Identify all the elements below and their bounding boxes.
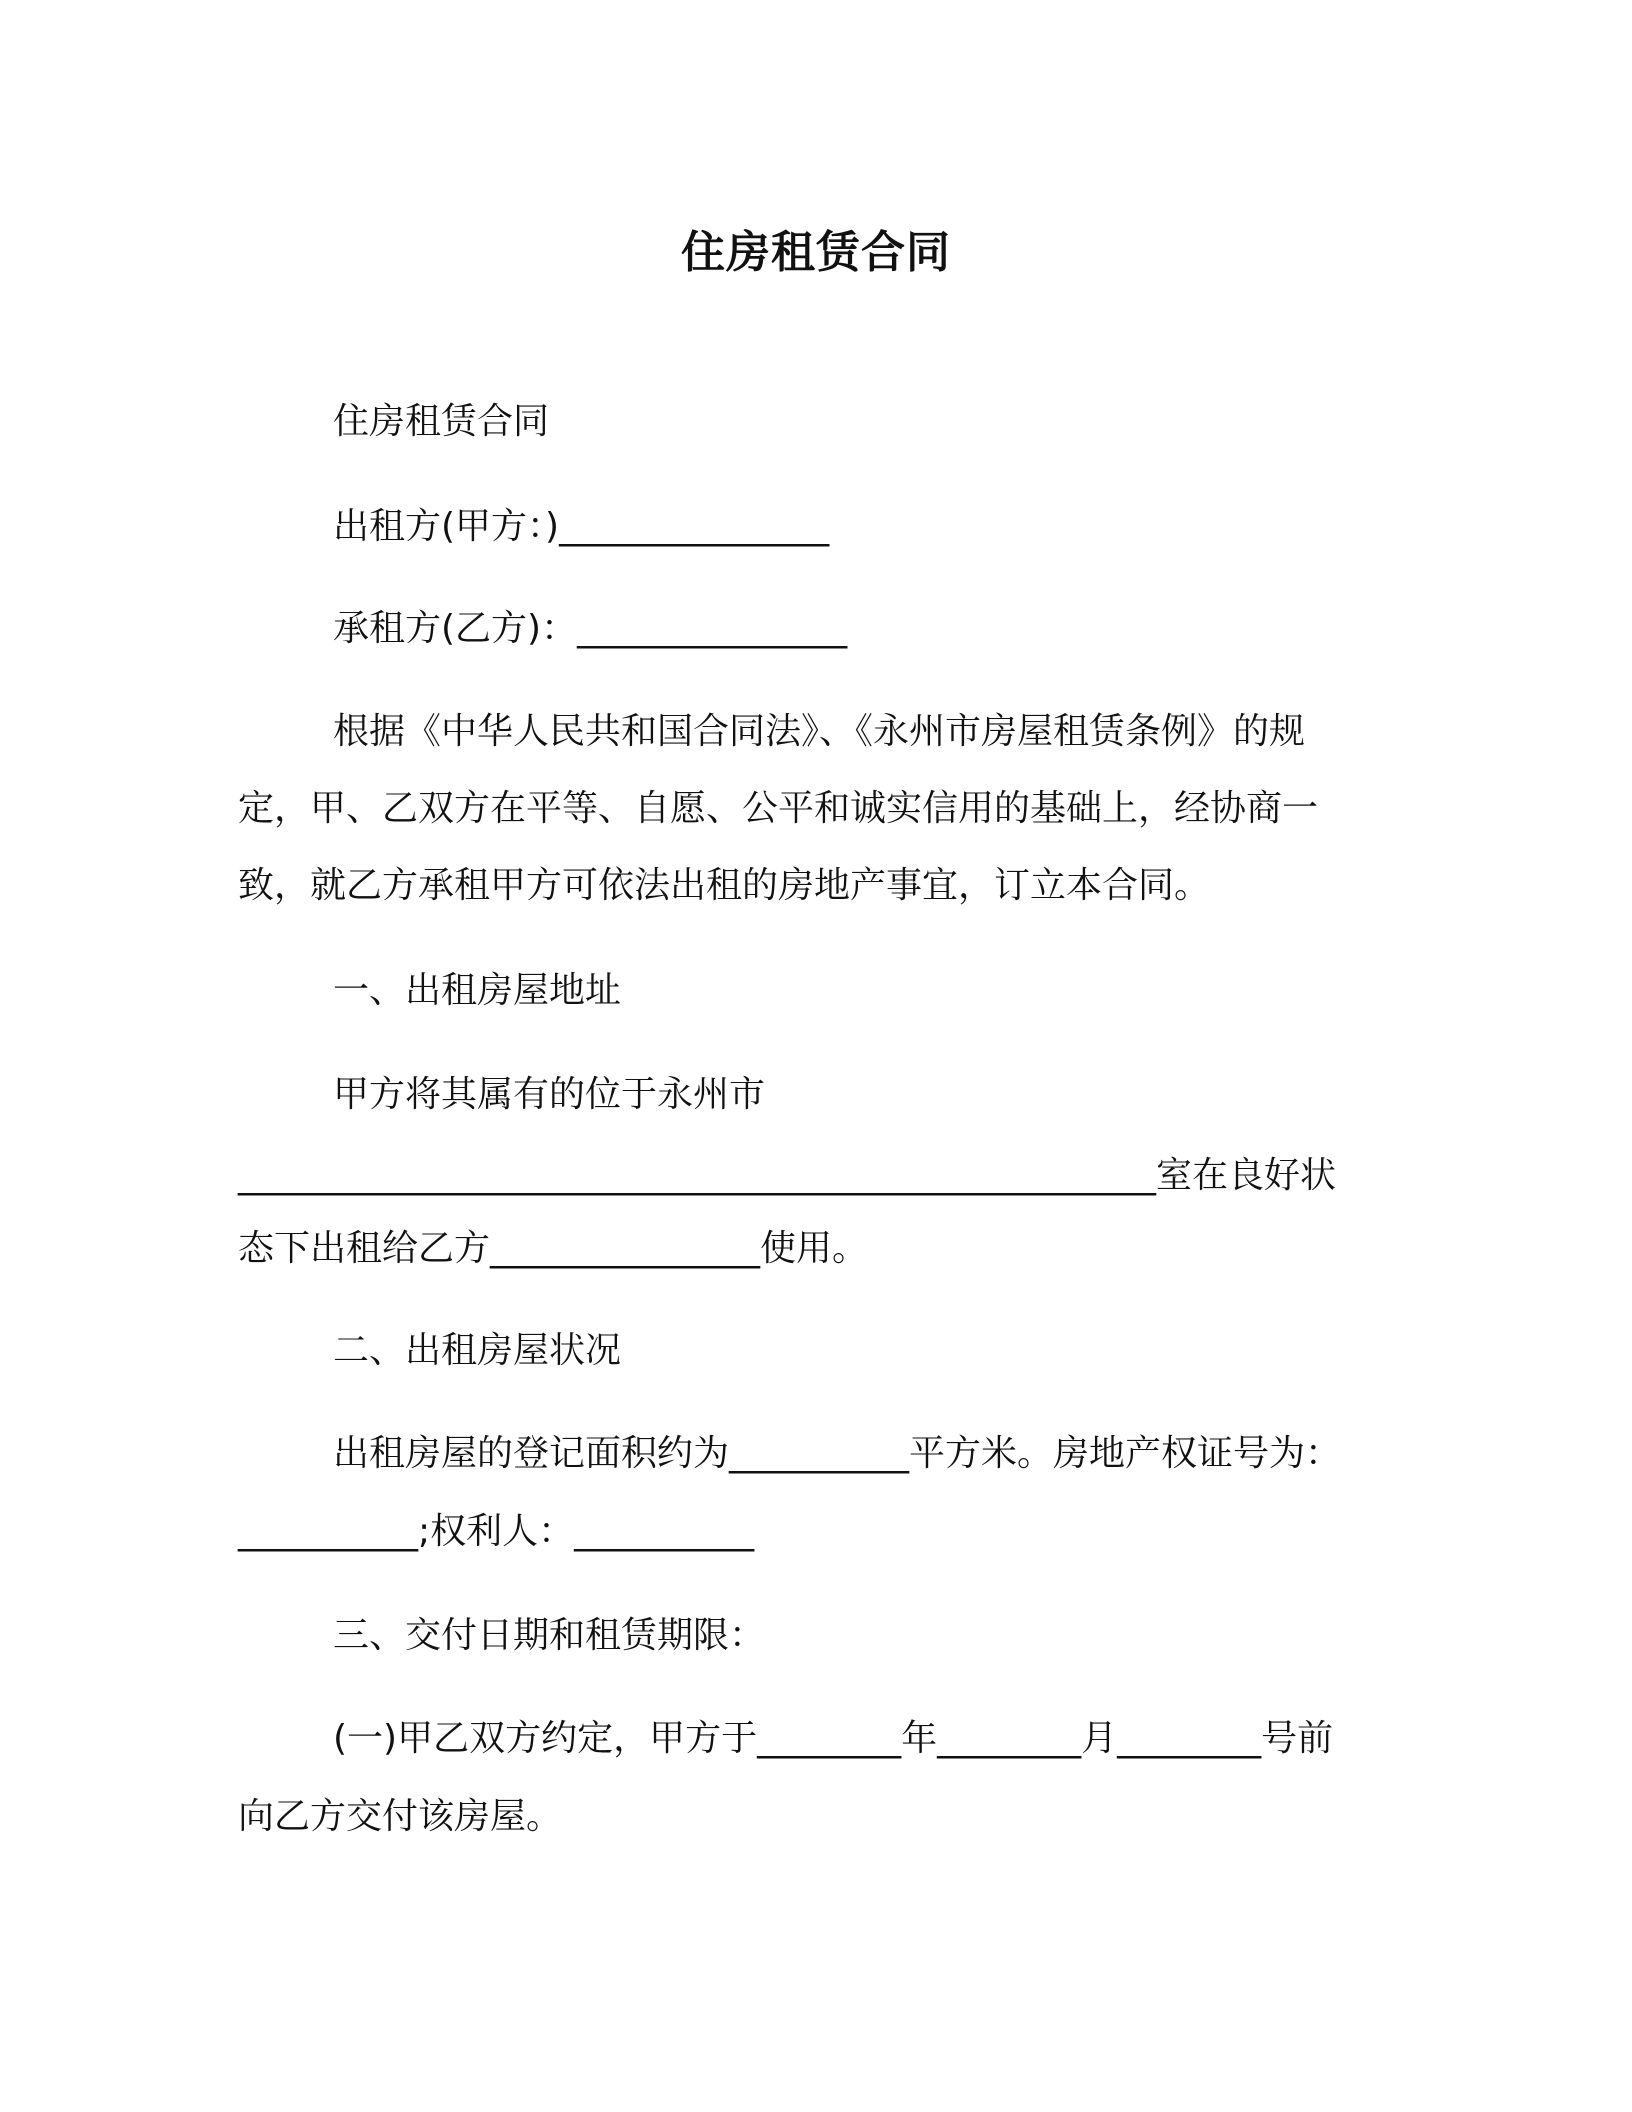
section-2-line-1: 出租房屋的登记面积约为__________平方米。房地产权证号为： (333, 1433, 1342, 1474)
section-2-line-2: __________;权利人：__________ (238, 1511, 755, 1552)
lessor-line: 出租方(甲方：)_______________ (333, 506, 830, 547)
section-2-heading: 二、出租房屋状况 (333, 1330, 622, 1371)
subtitle-line: 住房租赁合同 (333, 401, 550, 442)
document-title: 住房租赁合同 (681, 227, 951, 278)
preamble-line-1: 根据《中华人民共和国合同法》、《永州市房屋租赁条例》的规 (333, 711, 1306, 752)
section-1-heading: 一、出租房屋地址 (333, 970, 622, 1011)
preamble-line-2: 定，甲、乙双方在平等、自愿、公平和诚实信用的基础上，经协商一 (238, 788, 1319, 829)
section-3-line-1: (一)甲乙双方约定，甲方于________年________月________号前 (333, 1718, 1334, 1759)
section-3-heading: 三、交付日期和租赁期限： (333, 1615, 766, 1656)
section-3-line-2: 向乙方交付该房屋。 (238, 1796, 563, 1837)
section-1-line-1: 甲方将其属有的位于永州市 (333, 1074, 766, 1115)
section-1-line-2: ___________________________________________________室在良好状 (238, 1155, 1337, 1196)
lessee-line: 承租方(乙方)：_______________ (333, 608, 848, 649)
preamble-line-3: 致，就乙方承租甲方可依法出租的房地产事宜，订立本合同。 (238, 865, 1211, 906)
section-1-line-3: 态下出租给乙方_______________使用。 (238, 1228, 869, 1269)
